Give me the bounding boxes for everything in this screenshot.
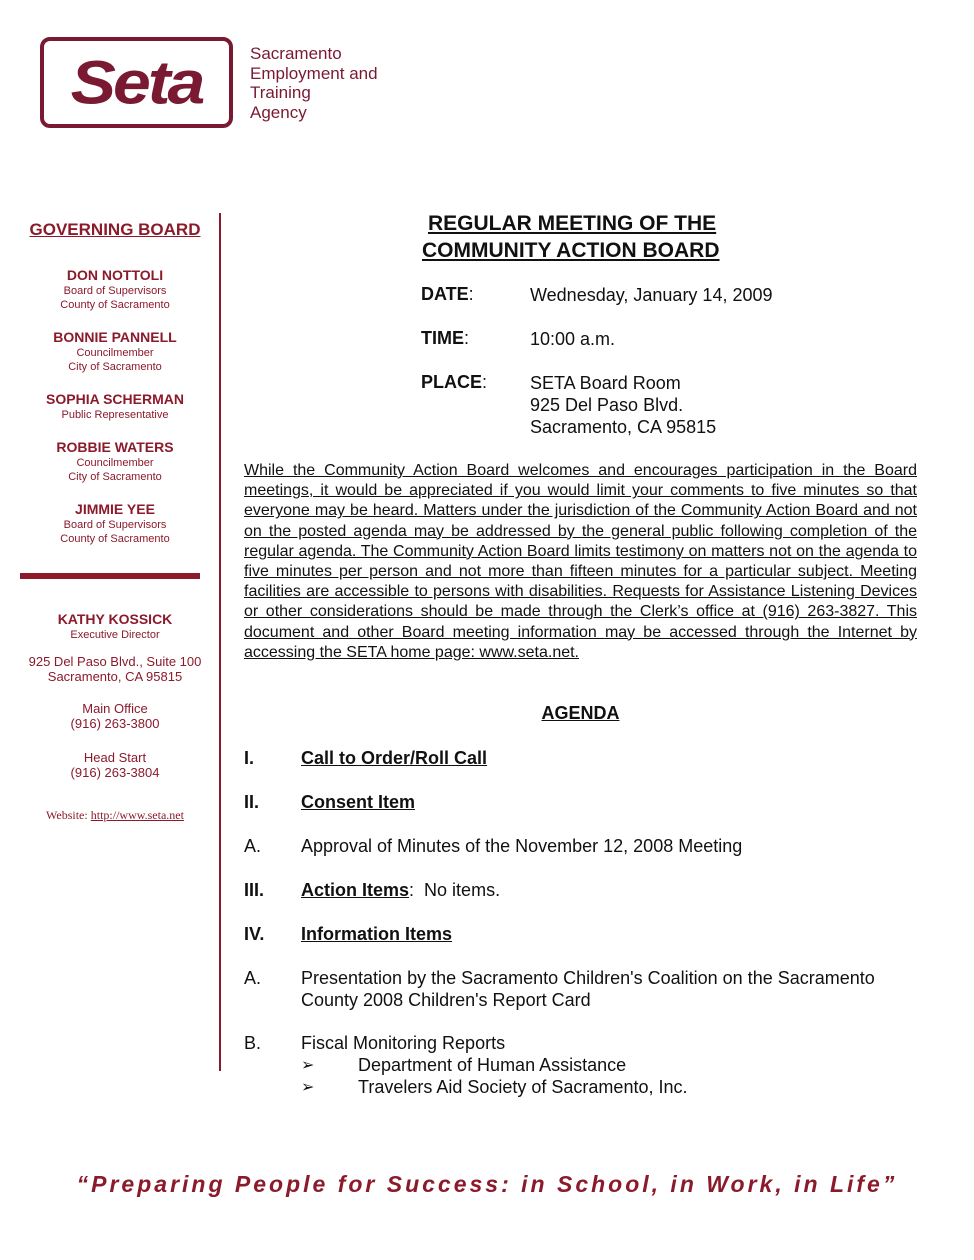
agenda-note: No items. (424, 880, 501, 900)
date-row: DATE: (421, 284, 474, 304)
agenda-item (301, 923, 452, 945)
main-office-phone: (916) 263-3800 (70, 716, 160, 731)
website-label: Website: (46, 808, 88, 822)
logo-wordmark: Seta (70, 48, 203, 117)
agenda-title: AGENDA (541, 703, 620, 723)
board-member (10, 329, 220, 374)
meeting-title-line: COMMUNITY ACTION BOARD (422, 239, 720, 262)
main-office-block (0, 701, 230, 731)
bullet-arrow-icon: ➢ (301, 1057, 315, 1074)
address-line: 925 Del Paso Blvd., Suite 100 (28, 654, 202, 669)
footer-slogan: “Preparing People for Success: in School, in Work, in Life” (76, 1171, 898, 1197)
item-number: A. (244, 836, 262, 856)
item-number: B. (244, 1033, 262, 1053)
place-label: PLACE (421, 372, 483, 392)
director-block (0, 611, 230, 642)
sidebar-separator (20, 573, 200, 579)
governing-board-sidebar (10, 218, 220, 838)
member-name: BONNIE PANNELL (53, 329, 177, 345)
date-label: DATE (421, 284, 469, 304)
member-role: County of Sacramento (60, 299, 170, 311)
place-row: PLACE: (421, 372, 488, 392)
item-number: IV. (244, 924, 265, 944)
address-block (0, 654, 230, 684)
head-start-label: Head Start (83, 750, 147, 765)
head-start-block (0, 750, 230, 780)
member-name: JIMMIE YEE (75, 501, 155, 517)
agenda-item: Approval of Minutes of the November 12, 2008 Meeting (301, 836, 743, 856)
item-number: II. (244, 792, 260, 812)
time-row: TIME: (421, 328, 470, 348)
agency-name-line: Agency (250, 102, 307, 122)
agenda-item (301, 791, 415, 813)
agency-name (250, 44, 378, 122)
bullet-arrow-icon: ➢ (301, 1079, 315, 1096)
head-start-phone: (916) 263-3804 (70, 765, 160, 780)
bullet-item: Travelers Aid Society of Sacramento, Inc. (358, 1077, 688, 1097)
agenda-heading: Action Items (301, 880, 410, 900)
board-member (10, 267, 220, 312)
member-name: SOPHIA SCHERMAN (46, 391, 184, 407)
agency-name-line: Sacramento (250, 44, 342, 63)
member-name: ROBBIE WATERS (56, 439, 174, 455)
seta-logo (40, 37, 233, 128)
member-role: City of Sacramento (68, 471, 162, 483)
place-line: SETA Board Room (530, 373, 681, 393)
main-office-label: Main Office (82, 701, 148, 716)
agency-name-line: Training (250, 83, 311, 102)
agency-name-line: Employment and (250, 63, 378, 83)
time-value: 10:00 a.m. (530, 329, 616, 349)
agenda-item: Fiscal Monitoring Reports (301, 1033, 506, 1053)
agenda-item: Action Items: No items. (301, 880, 501, 900)
agenda-heading: Consent Item (301, 792, 416, 812)
meeting-title (422, 210, 720, 264)
website-line (0, 808, 230, 823)
date-value: Wednesday, January 14, 2009 (530, 285, 773, 305)
time-label: TIME (421, 328, 464, 348)
member-role: Councilmember (76, 347, 154, 359)
item-number: I. (244, 748, 255, 768)
agenda-heading: Call to Order/Roll Call (301, 748, 488, 768)
board-member (10, 391, 220, 422)
member-role: Councilmember (76, 457, 154, 469)
member-role: Public Representative (61, 409, 169, 421)
member-role: Board of Supervisors (63, 519, 167, 531)
item-number: A. (244, 968, 262, 988)
website-link[interactable]: http://www.seta.net (90, 808, 184, 822)
address-line: Sacramento, CA 95815 (47, 669, 183, 684)
bullet-item: Department of Human Assistance (358, 1055, 627, 1075)
place-value (530, 372, 716, 438)
place-line: 925 Del Paso Blvd. (530, 395, 684, 415)
meeting-title-line: REGULAR MEETING OF THE (428, 212, 717, 235)
public-notice: While the Community Action Board welcomes and encourages participation in the Board meetings, it would be appreciated if you would limit your comments to five minutes so that everyone may be heard. Matters under the jurisdiction of the Community Action Board and not on the posted agenda may be addressed by the general public following completion of the regular agenda. The Community Action Board limits testimony on matters not on the agenda to five minutes per person and not more than fifteen minutes for a particular subject. Meeting facilities are accessible to persons with disabilities. Requests for Assistance Listening Devices or other considerations should be made through the Clerk’s office at (916) 263-3827. This document and other Board meeting information may be accessed through the Internet by accessing the SETA home page: www.seta.net. (244, 462, 917, 661)
item-number: III. (244, 880, 265, 900)
agenda-heading: Information Items (301, 924, 453, 944)
director-title: Executive Director (70, 629, 160, 641)
agenda-item (301, 747, 487, 769)
member-role: County of Sacramento (60, 533, 170, 545)
agenda-item-line: County 2008 Children's Report Card (301, 990, 591, 1010)
place-line: Sacramento, CA 95815 (530, 417, 717, 437)
board-member (10, 439, 220, 484)
agenda-item (301, 967, 875, 1011)
governing-board-title: GOVERNING BOARD (29, 220, 201, 239)
director-name: KATHY KOSSICK (57, 611, 173, 627)
member-role: City of Sacramento (68, 361, 162, 373)
agenda-item-line: Presentation by the Sacramento Children's Coalition on the Sacramento (301, 968, 875, 988)
member-role: Board of Supervisors (63, 285, 167, 297)
board-member (10, 501, 220, 546)
member-name: DON NOTTOLI (66, 267, 164, 283)
